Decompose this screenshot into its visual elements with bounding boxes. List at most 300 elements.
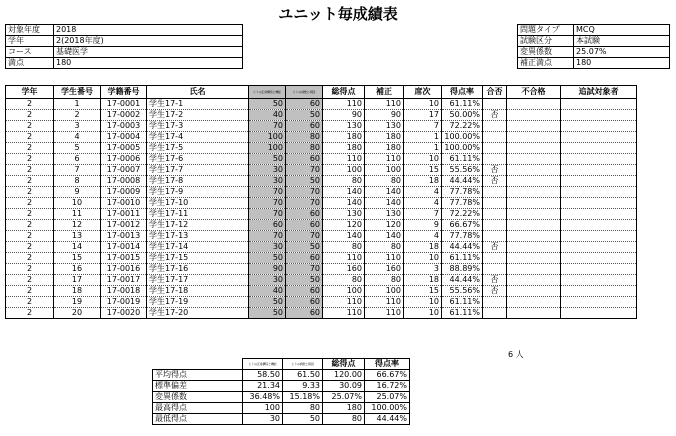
cell-student-id: 17-0013 (101, 231, 147, 242)
stats-pathology: 9.33 (283, 381, 323, 392)
stats-row (153, 392, 410, 403)
cell-normal-structure: 30 (249, 275, 286, 286)
cell-pass: 否 (483, 110, 507, 121)
cell-rank: 18 (404, 242, 442, 253)
cell-adjusted: 90 (365, 110, 404, 121)
info-row (6, 58, 243, 69)
cell-grade: 2 (6, 143, 54, 154)
cell-total: 110 (323, 99, 365, 110)
cell-rank: 18 (404, 176, 442, 187)
cell-adjusted: 110 (365, 308, 404, 319)
cell-student-id: 17-0020 (101, 308, 147, 319)
cell-adjusted: 160 (365, 264, 404, 275)
cell-grade: 2 (6, 209, 54, 220)
cell-student-no: 1 (54, 99, 101, 110)
cell-student-no: 14 (54, 242, 101, 253)
cell-student-no: 7 (54, 165, 101, 176)
cell-retest (561, 264, 637, 275)
cell-name: 学生17-10 (147, 198, 249, 209)
info-label: 変異係数 (518, 47, 574, 58)
cell-pass (483, 220, 507, 231)
header-normal-structure: ヒトの正常構造と機能 (249, 86, 286, 99)
cell-total: 180 (323, 132, 365, 143)
cell-rate: 44.44% (442, 176, 483, 187)
cell-rank: 3 (404, 264, 442, 275)
header-grade: 学年 (6, 86, 54, 99)
cell-retest (561, 176, 637, 187)
cell-retest (561, 165, 637, 176)
cell-rank: 10 (404, 154, 442, 165)
info-row (518, 36, 670, 47)
cell-rank: 7 (404, 209, 442, 220)
cell-name: 学生17-7 (147, 165, 249, 176)
cell-name: 学生17-9 (147, 187, 249, 198)
cell-total: 80 (323, 242, 365, 253)
cell-grade: 2 (6, 231, 54, 242)
stats-header-rate: 得点率 (365, 359, 410, 370)
cell-rate: 100.00% (442, 132, 483, 143)
cell-rate: 77.78% (442, 187, 483, 198)
table-row (6, 286, 637, 297)
cell-pass (483, 154, 507, 165)
cell-name: 学生17-14 (147, 242, 249, 253)
cell-pathology: 60 (286, 99, 323, 110)
info-row (518, 25, 670, 36)
cell-fail (507, 297, 561, 308)
cell-retest (561, 242, 637, 253)
info-value: 180 (574, 58, 670, 69)
table-row (6, 165, 637, 176)
table-row (6, 220, 637, 231)
cell-fail (507, 132, 561, 143)
cell-normal-structure: 70 (249, 198, 286, 209)
cell-rate: 55.56% (442, 165, 483, 176)
cell-student-no: 10 (54, 198, 101, 209)
cell-total: 110 (323, 154, 365, 165)
stats-normal-structure: 21.34 (243, 381, 283, 392)
cell-student-id: 17-0001 (101, 99, 147, 110)
cell-retest (561, 275, 637, 286)
cell-rate: 55.56% (442, 286, 483, 297)
cell-rank: 18 (404, 275, 442, 286)
stats-normal-structure: 36.48% (243, 392, 283, 403)
info-label: 学年 (6, 36, 54, 47)
info-value: 2018 (54, 25, 243, 36)
info-label: 試験区分 (518, 36, 574, 47)
cell-adjusted: 80 (365, 176, 404, 187)
cell-retest (561, 231, 637, 242)
cell-pathology: 60 (286, 297, 323, 308)
cell-adjusted: 180 (365, 143, 404, 154)
cell-pathology: 70 (286, 231, 323, 242)
info-value: 2(2018年度) (54, 36, 243, 47)
cell-pass: 否 (483, 275, 507, 286)
cell-normal-structure: 60 (249, 220, 286, 231)
cell-student-id: 17-0005 (101, 143, 147, 154)
cell-student-no: 13 (54, 231, 101, 242)
cell-fail (507, 286, 561, 297)
cell-total: 80 (323, 176, 365, 187)
cell-grade: 2 (6, 275, 54, 286)
cell-pass: 否 (483, 286, 507, 297)
cell-total: 100 (323, 165, 365, 176)
cell-name: 学生17-3 (147, 121, 249, 132)
cell-student-id: 17-0016 (101, 264, 147, 275)
info-label: 満点 (6, 58, 54, 69)
cell-fail (507, 253, 561, 264)
cell-total: 120 (323, 220, 365, 231)
stats-header-pathology: ヒトの病態と病因 (283, 359, 323, 370)
cell-pathology: 50 (286, 242, 323, 253)
cell-pass: 否 (483, 242, 507, 253)
cell-total: 110 (323, 297, 365, 308)
cell-rate: 44.44% (442, 242, 483, 253)
cell-total: 140 (323, 198, 365, 209)
cell-pathology: 70 (286, 198, 323, 209)
cell-student-no: 4 (54, 132, 101, 143)
cell-normal-structure: 50 (249, 99, 286, 110)
cell-name: 学生17-2 (147, 110, 249, 121)
cell-pass (483, 209, 507, 220)
stats-total: 25.07% (323, 392, 365, 403)
cell-student-id: 17-0008 (101, 176, 147, 187)
table-row (6, 187, 637, 198)
cell-name: 学生17-13 (147, 231, 249, 242)
cell-rank: 7 (404, 121, 442, 132)
cell-rate: 77.78% (442, 231, 483, 242)
cell-grade: 2 (6, 165, 54, 176)
stats-pathology: 50 (283, 414, 323, 425)
cell-pathology: 70 (286, 264, 323, 275)
cell-student-no: 2 (54, 110, 101, 121)
cell-pass (483, 198, 507, 209)
stats-normal-structure: 30 (243, 414, 283, 425)
header-fail: 不合格 (507, 86, 561, 99)
cell-total: 140 (323, 187, 365, 198)
cell-total: 130 (323, 209, 365, 220)
stats-header-total: 総得点 (323, 359, 365, 370)
stats-rate: 100.00% (365, 403, 410, 414)
cell-pass (483, 99, 507, 110)
cell-fail (507, 121, 561, 132)
cell-adjusted: 80 (365, 242, 404, 253)
cell-adjusted: 140 (365, 231, 404, 242)
cell-name: 学生17-1 (147, 99, 249, 110)
cell-name: 学生17-6 (147, 154, 249, 165)
cell-grade: 2 (6, 253, 54, 264)
cell-adjusted: 120 (365, 220, 404, 231)
cell-student-no: 5 (54, 143, 101, 154)
info-row (6, 25, 243, 36)
cell-pass (483, 264, 507, 275)
cell-student-id: 17-0012 (101, 220, 147, 231)
cell-name: 学生17-19 (147, 297, 249, 308)
table-row (6, 231, 637, 242)
header-total: 総得点 (323, 86, 365, 99)
cell-student-no: 8 (54, 176, 101, 187)
cell-name: 学生17-8 (147, 176, 249, 187)
header-rate: 得点率 (442, 86, 483, 99)
cell-grade: 2 (6, 99, 54, 110)
stats-header-normal-structure: ヒトの正常構造と機能 (243, 359, 283, 370)
cell-pathology: 50 (286, 176, 323, 187)
cell-normal-structure: 100 (249, 143, 286, 154)
info-left-table (5, 24, 243, 69)
cell-pathology: 60 (286, 209, 323, 220)
cell-student-id: 17-0019 (101, 297, 147, 308)
cell-retest (561, 121, 637, 132)
cell-name: 学生17-17 (147, 275, 249, 286)
cell-retest (561, 198, 637, 209)
cell-rate: 77.78% (442, 198, 483, 209)
summary-stats-table (152, 358, 410, 425)
cell-student-no: 12 (54, 220, 101, 231)
cell-fail (507, 110, 561, 121)
cell-normal-structure: 30 (249, 165, 286, 176)
cell-total: 160 (323, 264, 365, 275)
cell-total: 80 (323, 275, 365, 286)
stats-total: 120.00 (323, 370, 365, 381)
cell-normal-structure: 90 (249, 264, 286, 275)
cell-fail (507, 165, 561, 176)
table-row (6, 121, 637, 132)
cell-total: 110 (323, 308, 365, 319)
cell-pathology: 50 (286, 110, 323, 121)
cell-total: 180 (323, 143, 365, 154)
cell-normal-structure: 70 (249, 231, 286, 242)
cell-retest (561, 209, 637, 220)
cell-pathology: 60 (286, 308, 323, 319)
table-row (6, 264, 637, 275)
cell-rank: 4 (404, 231, 442, 242)
cell-student-id: 17-0010 (101, 198, 147, 209)
grades-table (5, 85, 637, 319)
cell-rank: 4 (404, 198, 442, 209)
cell-pathology: 60 (286, 220, 323, 231)
cell-grade: 2 (6, 176, 54, 187)
cell-rank: 15 (404, 165, 442, 176)
cell-rate: 44.44% (442, 275, 483, 286)
cell-student-no: 6 (54, 154, 101, 165)
info-value: 本試験 (574, 36, 670, 47)
cell-grade: 2 (6, 242, 54, 253)
cell-student-no: 9 (54, 187, 101, 198)
cell-retest (561, 132, 637, 143)
table-row (6, 308, 637, 319)
cell-fail (507, 264, 561, 275)
stats-row (153, 370, 410, 381)
cell-student-id: 17-0017 (101, 275, 147, 286)
stats-total: 30.09 (323, 381, 365, 392)
cell-rate: 61.11% (442, 99, 483, 110)
cell-pass (483, 143, 507, 154)
header-student-id: 学籍番号 (101, 86, 147, 99)
cell-grade: 2 (6, 198, 54, 209)
cell-normal-structure: 70 (249, 209, 286, 220)
cell-adjusted: 110 (365, 154, 404, 165)
info-row (6, 47, 243, 58)
cell-student-id: 17-0018 (101, 286, 147, 297)
cell-rank: 1 (404, 132, 442, 143)
cell-retest (561, 286, 637, 297)
info-row (518, 47, 670, 58)
cell-rank: 4 (404, 187, 442, 198)
cell-normal-structure: 50 (249, 308, 286, 319)
cell-pass (483, 253, 507, 264)
cell-adjusted: 180 (365, 132, 404, 143)
cell-grade: 2 (6, 297, 54, 308)
cell-student-id: 17-0011 (101, 209, 147, 220)
fail-count: 6 人 (508, 350, 524, 359)
cell-pathology: 60 (286, 154, 323, 165)
cell-adjusted: 80 (365, 275, 404, 286)
table-row (6, 297, 637, 308)
cell-adjusted: 130 (365, 209, 404, 220)
cell-pathology: 60 (286, 286, 323, 297)
cell-rank: 10 (404, 308, 442, 319)
table-row (6, 176, 637, 187)
cell-student-no: 19 (54, 297, 101, 308)
cell-name: 学生17-12 (147, 220, 249, 231)
stats-corner (153, 359, 243, 370)
table-row (6, 253, 637, 264)
cell-grade: 2 (6, 308, 54, 319)
cell-rate: 72.22% (442, 209, 483, 220)
table-row (6, 275, 637, 286)
cell-pass: 否 (483, 176, 507, 187)
cell-fail (507, 209, 561, 220)
stats-label: 平均得点 (153, 370, 243, 381)
cell-total: 130 (323, 121, 365, 132)
cell-name: 学生17-18 (147, 286, 249, 297)
cell-pathology: 60 (286, 121, 323, 132)
cell-student-no: 16 (54, 264, 101, 275)
info-label: 対象年度 (6, 25, 54, 36)
cell-rank: 1 (404, 143, 442, 154)
table-row (6, 99, 637, 110)
cell-retest (561, 99, 637, 110)
cell-total: 140 (323, 231, 365, 242)
cell-normal-structure: 40 (249, 110, 286, 121)
cell-fail (507, 231, 561, 242)
header-row (6, 86, 637, 99)
table-row (6, 143, 637, 154)
cell-pass: 否 (483, 165, 507, 176)
cell-normal-structure: 50 (249, 297, 286, 308)
cell-rate: 61.11% (442, 297, 483, 308)
page-title: ユニット毎成績表 (278, 5, 398, 23)
stats-total: 80 (323, 414, 365, 425)
header-pathology: ヒトの病態と病因 (286, 86, 323, 99)
info-label: コース (6, 47, 54, 58)
stats-rate: 66.67% (365, 370, 410, 381)
cell-student-no: 15 (54, 253, 101, 264)
cell-pathology: 60 (286, 253, 323, 264)
cell-student-no: 17 (54, 275, 101, 286)
cell-rate: 100.00% (442, 143, 483, 154)
stats-label: 変異係数 (153, 392, 243, 403)
cell-adjusted: 130 (365, 121, 404, 132)
info-row (518, 58, 670, 69)
cell-fail (507, 275, 561, 286)
header-pass: 合否 (483, 86, 507, 99)
cell-rank: 10 (404, 99, 442, 110)
stats-label: 最高得点 (153, 403, 243, 414)
cell-pass (483, 231, 507, 242)
stats-total: 180 (323, 403, 365, 414)
cell-rate: 50.00% (442, 110, 483, 121)
cell-pathology: 70 (286, 165, 323, 176)
cell-grade: 2 (6, 154, 54, 165)
table-row (6, 154, 637, 165)
cell-normal-structure: 40 (249, 286, 286, 297)
cell-total: 110 (323, 253, 365, 264)
cell-name: 学生17-15 (147, 253, 249, 264)
stats-label: 標準偏差 (153, 381, 243, 392)
stats-pathology: 61.50 (283, 370, 323, 381)
cell-fail (507, 176, 561, 187)
cell-total: 90 (323, 110, 365, 121)
cell-pathology: 80 (286, 143, 323, 154)
cell-pathology: 50 (286, 275, 323, 286)
cell-adjusted: 110 (365, 99, 404, 110)
cell-name: 学生17-5 (147, 143, 249, 154)
cell-student-id: 17-0002 (101, 110, 147, 121)
cell-student-no: 20 (54, 308, 101, 319)
cell-total: 100 (323, 286, 365, 297)
info-label: 問題タイプ (518, 25, 574, 36)
stats-row (153, 381, 410, 392)
cell-pass (483, 308, 507, 319)
stats-pathology: 80 (283, 403, 323, 414)
cell-retest (561, 220, 637, 231)
cell-fail (507, 220, 561, 231)
cell-normal-structure: 50 (249, 253, 286, 264)
cell-rate: 66.67% (442, 220, 483, 231)
cell-name: 学生17-11 (147, 209, 249, 220)
cell-pathology: 70 (286, 187, 323, 198)
stats-row (153, 414, 410, 425)
cell-student-id: 17-0006 (101, 154, 147, 165)
cell-retest (561, 154, 637, 165)
cell-rank: 15 (404, 286, 442, 297)
stats-rate: 44.44% (365, 414, 410, 425)
cell-student-no: 3 (54, 121, 101, 132)
header-student-no: 学生番号 (54, 86, 101, 99)
cell-rank: 10 (404, 297, 442, 308)
cell-adjusted: 100 (365, 165, 404, 176)
cell-student-id: 17-0009 (101, 187, 147, 198)
cell-adjusted: 100 (365, 286, 404, 297)
cell-normal-structure: 70 (249, 121, 286, 132)
cell-grade: 2 (6, 110, 54, 121)
cell-retest (561, 253, 637, 264)
cell-fail (507, 154, 561, 165)
cell-adjusted: 110 (365, 297, 404, 308)
cell-rank: 9 (404, 220, 442, 231)
info-value: 180 (54, 58, 243, 69)
cell-normal-structure: 70 (249, 187, 286, 198)
cell-student-id: 17-0015 (101, 253, 147, 264)
cell-student-no: 11 (54, 209, 101, 220)
cell-rank: 17 (404, 110, 442, 121)
cell-adjusted: 140 (365, 187, 404, 198)
cell-grade: 2 (6, 264, 54, 275)
cell-fail (507, 143, 561, 154)
cell-adjusted: 140 (365, 198, 404, 209)
cell-fail (507, 242, 561, 253)
cell-name: 学生17-20 (147, 308, 249, 319)
